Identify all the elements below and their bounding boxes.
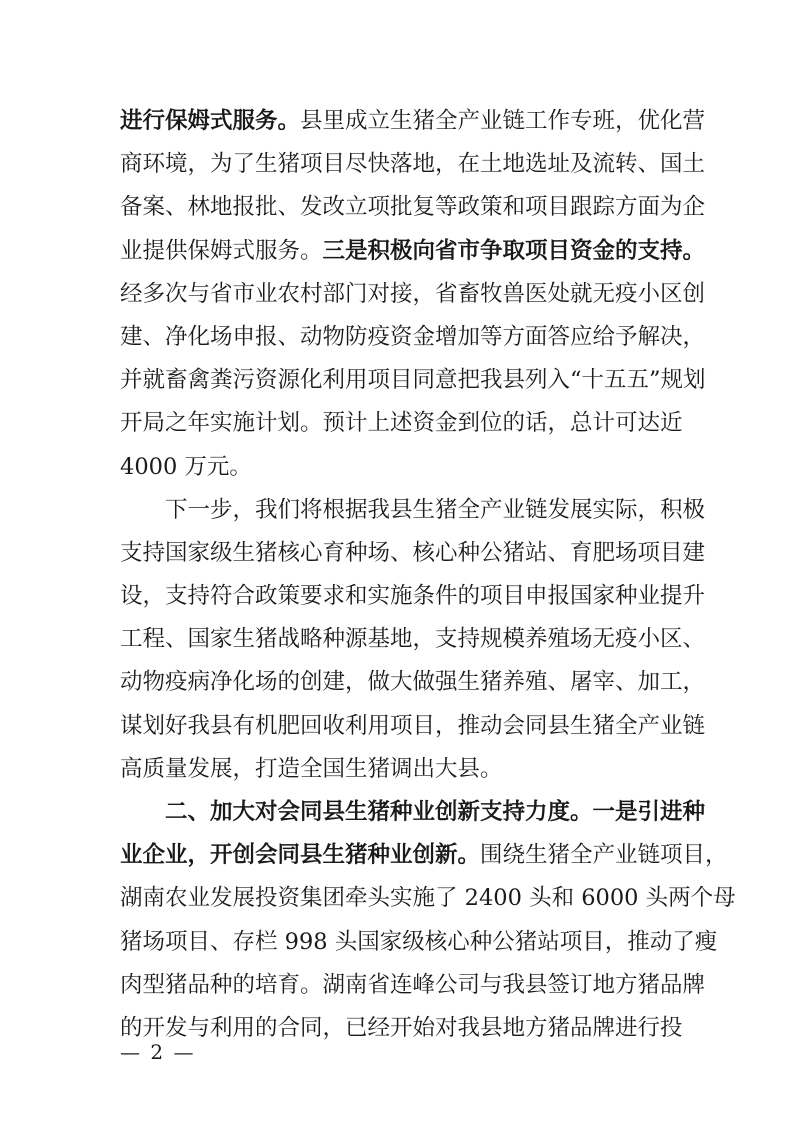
text-run: 经多次与省市业农村部门对接，省畜牧兽医处就无疫小区创 bbox=[120, 280, 706, 307]
text-run: 备案、林地报批、发改立项批复等政策和项目跟踪方面为企 bbox=[120, 194, 706, 221]
text-run: 下一步，我们将根据我县生猪全产业链发展实际，积极 bbox=[165, 496, 706, 523]
text-run: 谋划好我县有机肥回收利用项目，推动会同县生猪全产业链 bbox=[120, 712, 706, 739]
paragraph-3 bbox=[120, 791, 736, 1050]
text-line bbox=[120, 834, 728, 877]
text-run: 支持国家级生猪核心育种场、核心种公猪站、育肥场项目建 bbox=[120, 539, 706, 566]
text-run: 并就畜禽粪污资源化利用项目同意把我县列入“十五五”规划 bbox=[120, 367, 706, 394]
text-line bbox=[120, 316, 706, 359]
bold-run: 业企业，开创会同县生猪种业创新。 bbox=[120, 842, 481, 869]
text-line bbox=[120, 618, 706, 661]
text-run: 开局之年实施计划。预计上述资金到位的话，总计可达近 bbox=[120, 410, 683, 437]
text-line bbox=[120, 877, 736, 920]
text-line bbox=[120, 532, 706, 575]
bold-run: 三是积极向省市争取项目资金的支持。 bbox=[322, 237, 706, 264]
text-line bbox=[120, 705, 706, 748]
text-line bbox=[120, 446, 672, 489]
text-run: 围绕生猪全产业链项目， bbox=[480, 842, 728, 869]
text-line bbox=[120, 273, 706, 316]
text-run: 的开发与利用的合同，已经开始对我县地方猪品牌进行投 bbox=[120, 1014, 683, 1041]
text-line bbox=[120, 230, 706, 273]
bold-run: 二、加大对会同县生猪种业创新支持力度。一是引进种 bbox=[165, 799, 706, 825]
document-body bbox=[120, 100, 736, 1050]
text-run: 工程、国家生猪战略种源基地，支持规模养殖场无疫小区、 bbox=[120, 626, 706, 653]
text-run: 动物疫病净化场的创建，做大做强生猪养殖、屠宰、加工， bbox=[120, 669, 706, 696]
text-run: 湖南农业发展投资集团牵头实施了 2400 头和 6000 头两个母 bbox=[120, 885, 736, 912]
text-line bbox=[120, 100, 706, 143]
text-run: 4000 万元。 bbox=[120, 453, 252, 480]
text-run: 猪场项目、存栏 998 头国家级核心种公猪站项目，推动了瘦 bbox=[120, 928, 718, 955]
text-line bbox=[120, 186, 706, 229]
text-line bbox=[120, 964, 706, 1007]
text-run: 肉型猪品种的培育。湖南省连峰公司与我县签订地方猪品牌 bbox=[120, 971, 706, 998]
text-run: 设，支持符合政策要求和实施条件的项目申报国家种业提升 bbox=[120, 583, 706, 610]
page-number: — 2 — bbox=[120, 1040, 196, 1064]
text-run: 建、净化场申报、动物防疫资金增加等方面答应给予解决， bbox=[120, 323, 706, 350]
text-run: 高质量发展，打造全国生猪调出大县。 bbox=[120, 755, 503, 782]
text-line bbox=[120, 748, 672, 791]
text-line bbox=[120, 791, 706, 834]
paragraph-2 bbox=[120, 489, 706, 791]
text-line bbox=[120, 359, 706, 402]
text-line bbox=[120, 143, 706, 186]
paragraph-1 bbox=[120, 100, 706, 489]
text-line bbox=[120, 402, 683, 445]
text-line bbox=[120, 575, 706, 618]
text-line bbox=[120, 661, 706, 704]
text-line bbox=[120, 489, 706, 532]
text-run: 商环境，为了生猪项目尽快落地，在土地选址及流转、国土 bbox=[120, 151, 706, 178]
bold-run: 进行保姆式服务。 bbox=[120, 108, 301, 134]
text-run: 业提供保姆式服务。 bbox=[120, 237, 323, 264]
text-run: 县里成立生猪全产业链工作专班，优化营 bbox=[300, 108, 706, 134]
text-line bbox=[120, 1007, 683, 1050]
text-line bbox=[120, 921, 718, 964]
